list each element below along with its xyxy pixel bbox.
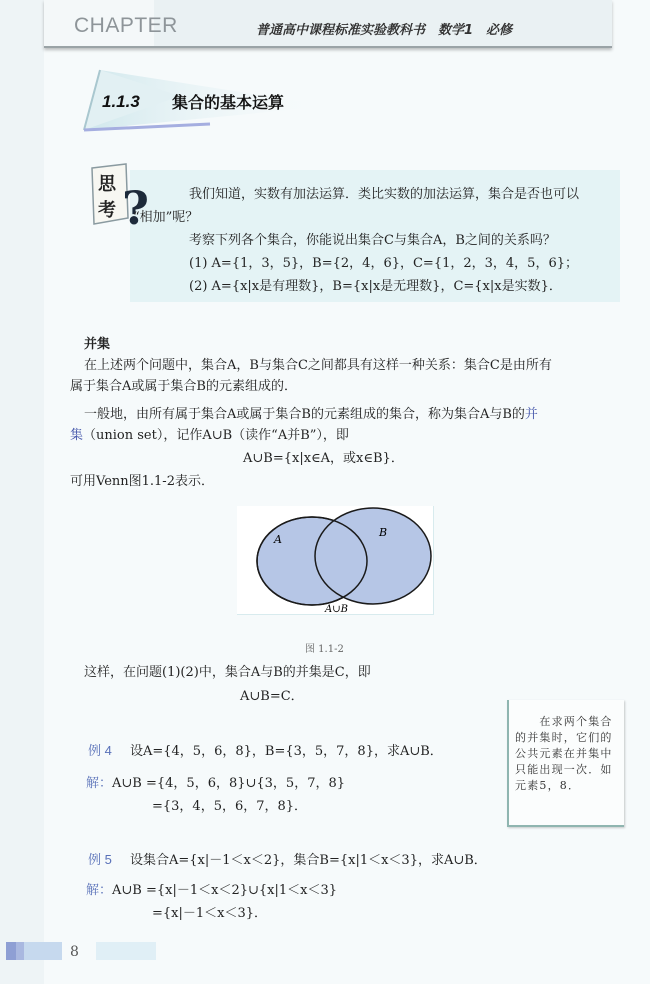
svg-text:?: ? [122, 181, 149, 234]
paragraph-text: （union set），记作A∪B（读作“A并B”），即 [83, 428, 349, 443]
solution-label: 解： [86, 775, 113, 790]
page-number: 8 [70, 944, 79, 960]
svg-text:思: 思 [98, 174, 116, 195]
example-5 [88, 849, 487, 871]
term-union-set: 集 [70, 428, 84, 443]
section-number: 1.1.3 [102, 92, 140, 111]
example-label: 例 4 [88, 743, 112, 758]
paragraph: 属于集合A或属于集合B的元素组成的． [70, 379, 297, 394]
venn-diagram-icon [237, 506, 433, 614]
paragraph [70, 425, 349, 446]
paragraph: 在上述两个问题中，集合A，B与集合C之间都具有这样一种关系：集合C是由所有 [84, 358, 552, 373]
page-margin [0, 0, 44, 984]
think-line: “相加”呢？ [133, 210, 199, 225]
solution-line: A∪B ={x|－1＜x＜2}∪{x|1＜x＜3} [112, 883, 338, 898]
conclusion-formula: A∪B=C． [240, 689, 304, 704]
union-formula: A∪B={x|x∈A，或x∈B}． [243, 451, 404, 466]
example-question: 设A={4，5，6，8}，B={3，5，7，8}，求A∪B． [129, 744, 443, 759]
paragraph: 这样，在问题(1)(2)中，集合A与B的并集是C，即 [84, 665, 371, 680]
svg-text:B: B [379, 526, 388, 539]
book-title: 普通高中课程标准实验教科书 数学1 必修 [256, 23, 513, 38]
example-5-solution [86, 879, 337, 901]
think-line: 我们知道，实数有加法运算．类比实数的加法运算，集合是否也可以 [163, 187, 580, 202]
svg-text:考: 考 [98, 200, 116, 221]
term-union-set: 并 [524, 407, 538, 422]
think-line: (1) A={1，3，5}，B={2，4，6}，C={1，2，3，4，5，6}； [163, 256, 578, 271]
side-note-text: 在求两个集合的并集时，它们的公共元素在并集中只能出现一次．如元素5，8． [515, 715, 613, 792]
paragraph [84, 404, 538, 425]
paragraph: 可用Venn图1.1-2表示． [70, 474, 214, 489]
paragraph-text: 一般地，由所有属于集合A或属于集合B的元素组成的集合，称为集合A与B的 [84, 407, 525, 422]
solution-line: A∪B ={4，5，6，8}∪{3，5，7，8} [112, 776, 346, 791]
example-4 [88, 740, 443, 762]
svg-text:A∪B: A∪B [325, 604, 348, 614]
subsection-heading: 并集 [84, 337, 111, 352]
solution-label: 解： [86, 882, 113, 897]
solution-line: ={3，4，5，6，7，8}． [152, 799, 308, 814]
think-line: 考察下列各个集合，你能说出集合C与集合A，B之间的关系吗？ [163, 233, 556, 248]
example-question: 设集合A={x|－1＜x＜2}，集合B={x|1＜x＜3}，求A∪B． [129, 853, 487, 868]
figure-caption: 图 1.1-2 [305, 644, 344, 655]
section-title: 集合的基本运算 [172, 93, 285, 112]
think-line: (2) A={x|x是有理数}，B={x|x是无理数}，C={x|x是实数}． [163, 279, 562, 294]
svg-text:A: A [274, 533, 282, 546]
venn-diagram [237, 506, 434, 615]
page-header [44, 0, 612, 48]
example-4-solution [86, 772, 345, 794]
example-label: 例 5 [88, 852, 112, 867]
think-box-text [133, 183, 633, 298]
solution-line: ={x|－1＜x＜3}． [152, 906, 268, 921]
chapter-label: CHAPTER [74, 14, 178, 37]
